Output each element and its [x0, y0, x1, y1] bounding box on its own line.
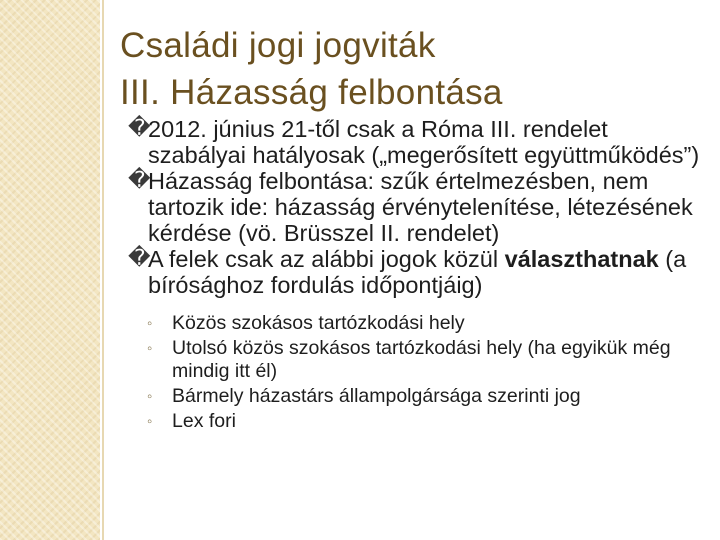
bullet-item-1 [128, 116, 703, 168]
bullet-marker-icon: � [128, 246, 151, 271]
circle-bullet-icon: ◦ [147, 340, 153, 357]
sub-bullet-text-2: Utolsó közös szokásos tartózkodási hely (ha egyikük még mindig itt él) [172, 337, 671, 382]
decorative-divider [102, 0, 104, 540]
bullet-marker-icon: � [128, 168, 151, 193]
slide-title-line-1: Családi jogi jogviták [120, 26, 436, 65]
bullet-text-3-emphasis: választhatnak [504, 246, 659, 272]
slide-title-line-2: III. Házasság felbontása [120, 73, 503, 112]
slide-title [120, 22, 503, 116]
bullet-marker-icon: � [128, 116, 151, 141]
bullet-text-3-part-1: A felek csak az alábbi jogok közül [148, 246, 505, 272]
bullet-item-2 [128, 168, 703, 246]
circle-bullet-icon: ◦ [147, 315, 153, 332]
bullet-text-3-part-2: (a bírósághoz fordulás időpontjáig) [148, 246, 687, 298]
sub-bullet-text-1: Közös szokásos tartózkodási hely [172, 312, 465, 334]
bullet-text-1: 2012. június 21-től csak a Róma III. rendelet szabályai hatályosak („megerősített együttműködés”) [148, 116, 700, 168]
sub-bullet-text-3: Bármely házastárs állampolgársága szerinti jog [172, 385, 581, 407]
slide-content [128, 116, 703, 435]
bullet-item-3 [128, 246, 703, 298]
sub-bullet-item-4 [143, 410, 703, 433]
decorative-side-band [0, 0, 100, 540]
circle-bullet-icon: ◦ [147, 388, 153, 405]
sub-bullet-text-4: Lex fori [172, 410, 236, 432]
sub-bullet-list [128, 312, 703, 433]
sub-bullet-item-3 [143, 385, 703, 408]
bullet-text-2: Házasság felbontása: szűk értelmezésben, nem tartozik ide: házasság érvénytelenítése, létezésének kérdése (vö. Brüsszel II. rendelet) [148, 168, 693, 246]
sub-bullet-item-1 [143, 312, 703, 335]
circle-bullet-icon: ◦ [147, 413, 153, 430]
sub-bullet-item-2 [143, 337, 703, 383]
